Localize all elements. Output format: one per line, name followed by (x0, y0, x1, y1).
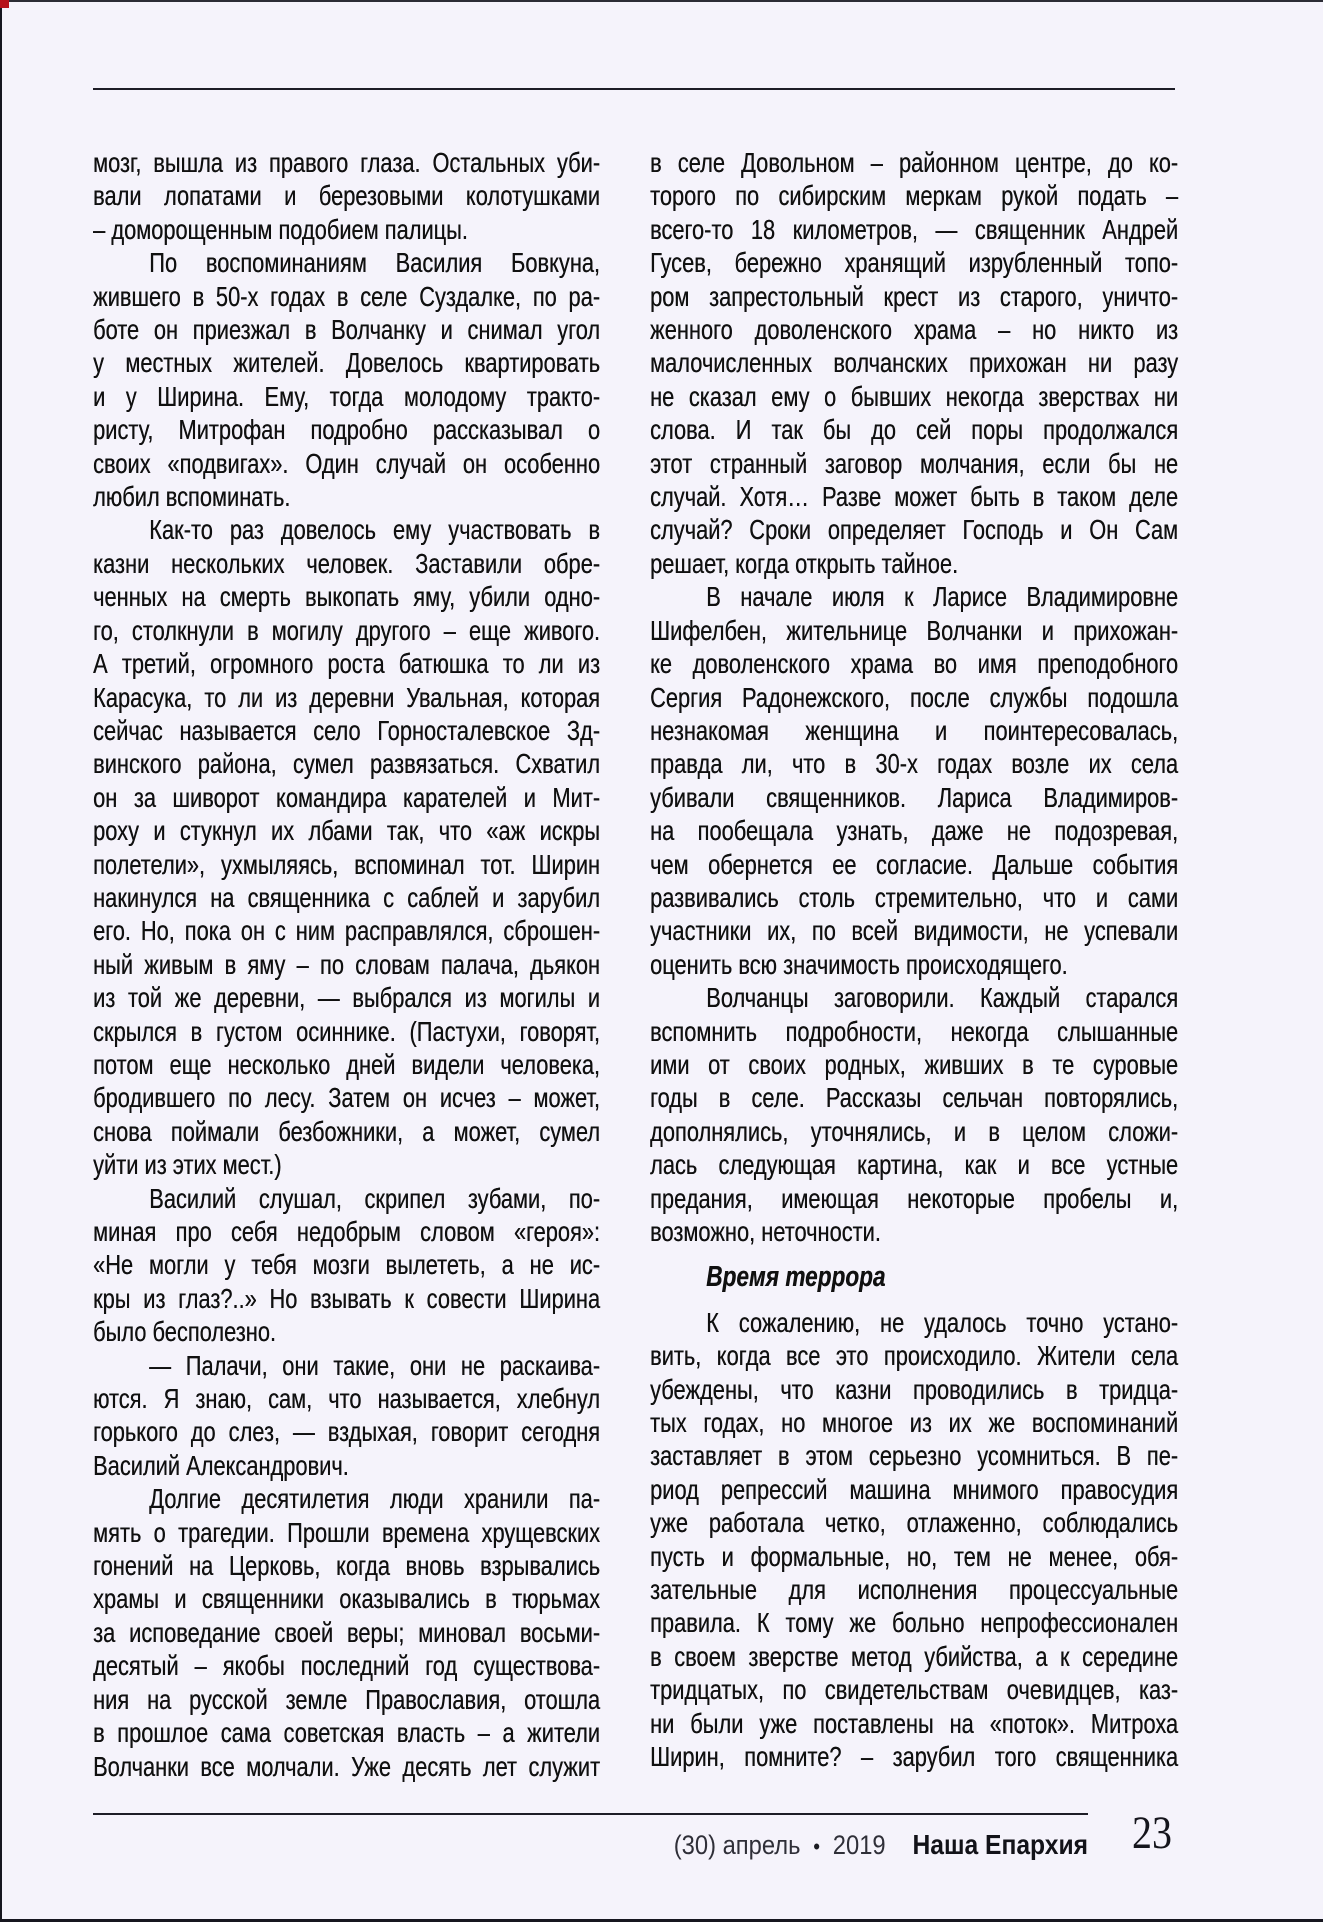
text-line: возможно, неточности. (650, 1216, 881, 1247)
text-line: заставляет в этом серьезно усомниться. В пе- (650, 1440, 1179, 1472)
text-line: участники их, по всей видимости, не успевали (650, 915, 1179, 947)
text-line: годы в селе. Рассказы сельчан повторялись, (650, 1082, 1179, 1114)
text-line: ния на русской земле Православия, отошла (93, 1683, 600, 1715)
text-line: чем обернется ее согласие. Дальше события (650, 848, 1179, 880)
text-line: Долгие десятилетия люди хранили па- (149, 1483, 600, 1515)
red-corner-mark (0, 0, 9, 8)
text-line: и у Ширина. Ему, тогда молодому тракто- (93, 380, 600, 412)
text-line: скрылся в густом осиннике. (Пастухи, говорят, (93, 1015, 600, 1047)
text-line: оценить всю значимость происходящего. (650, 948, 1068, 980)
text-line: – доморощенным подобием палицы. (93, 213, 468, 245)
paragraph (650, 146, 1178, 580)
text-line: вспомнить подробности, некогда слышанные (650, 1015, 1179, 1047)
text-line: убеждены, что казни проводились в тридца- (650, 1373, 1179, 1405)
paragraph (93, 513, 600, 1181)
footer-info (212, 1827, 1088, 1863)
text-line: в прошлое сама советская власть – а жители (93, 1717, 600, 1749)
text-line: казни нескольких человек. Заставили обре- (93, 547, 600, 579)
text-line: уйти из этих мест.) (93, 1149, 282, 1181)
text-line: из той же деревни, — выбрался из могилы и (93, 982, 600, 1014)
text-line: мозг, вышла из правого глаза. Остальных уби- (93, 147, 600, 178)
page-number: 23 (1132, 1807, 1172, 1859)
text-line: Карасука, то ли из деревни Увальная, которая (93, 681, 600, 713)
text-line: уже работала четко, отлаженно, соблюдались (650, 1507, 1179, 1539)
text-line: за исповедание своей веры; миновал восьми- (93, 1616, 600, 1648)
magazine-title: Наша Епархия (912, 1829, 1088, 1860)
text-line: Волчанцы заговорили. Каждый старался (706, 982, 1179, 1014)
text-line: женного доволенского храма – но никто из (650, 314, 1179, 346)
text-line: ими от своих родных, живших в те суровые (650, 1048, 1179, 1080)
page-top-edge (0, 0, 1323, 2)
text-line: снова поймали безбожники, а может, сумел (93, 1115, 600, 1147)
text-line: случай. Хотя… Разве может быть в таком деле (650, 481, 1179, 513)
text-line: Гусев, бережно хранящий изрубленный топо- (650, 247, 1179, 279)
paragraph (650, 1306, 1178, 1774)
text-line: ный живым в яму – по словам палача, дьякон (93, 948, 600, 980)
year-label: 2019 (832, 1830, 886, 1860)
text-line: малочисленных волчанских прихожан ни разу (650, 347, 1179, 379)
paragraph (93, 1182, 600, 1349)
text-line: случай? Сроки определяет Господь и Он Сам (650, 514, 1179, 546)
page-left-edge (0, 0, 2, 1922)
text-line: жившего в 50-х годах в селе Суздалке, по ра- (93, 280, 600, 312)
paragraph (650, 981, 1178, 1248)
text-line: было бесполезно. (93, 1316, 276, 1348)
text-line: риод репрессий машина мнимого правосудия (650, 1473, 1179, 1505)
text-line: ке доволенского храма во имя преподобного (650, 648, 1179, 680)
text-line: ются. Я знаю, сам, что называется, хлебнул (93, 1383, 600, 1415)
paragraph (93, 146, 600, 246)
text-line: миная про себя недобрым словом «героя»: (93, 1216, 600, 1247)
text-line: зательные для исполнения процессуальные (650, 1574, 1179, 1606)
text-line: этот странный заговор молчания, если бы не (650, 447, 1179, 479)
text-line: «Не могли у тебя мозги вылететь, а не ис- (93, 1249, 600, 1281)
text-line: Как-то раз довелось ему участвовать в (149, 514, 600, 546)
text-line: ром запрестольный крест из старого, уничто- (650, 280, 1179, 312)
text-line: в своем зверстве метод убийства, а к середине (650, 1640, 1179, 1672)
text-line: ченных на смерть выкопать яму, убили одно- (93, 581, 600, 613)
text-line: вали лопатами и березовыми колотушками (93, 180, 600, 212)
text-line: дополнялись, уточнялись, и в целом сложи- (650, 1115, 1179, 1147)
text-line: не сказал ему о бывших некогда зверствах ни (650, 380, 1179, 412)
text-line: Василий слушал, скрипел зубами, по- (149, 1182, 600, 1214)
text-line: Шифелбен, жительнице Волчанки и прихожан- (650, 614, 1179, 646)
text-line: бродившего по лесу. Затем он исчез – может, (93, 1082, 600, 1114)
text-line: потом еще несколько дней видели человека, (93, 1048, 600, 1080)
paragraph (93, 246, 600, 513)
text-line: своих «подвигах». Один случай он особенно (93, 447, 600, 479)
bullet-separator: • (813, 1834, 821, 1859)
text-line: Василий Александрович. (93, 1449, 349, 1481)
text-line: слова. И так бы до сей поры продолжался (650, 414, 1179, 446)
text-line: полетели», ухмыляясь, вспоминал тот. Ширин (93, 848, 600, 880)
text-line: храмы и священники оказывались в тюрьмах (93, 1583, 600, 1615)
text-line: роху и стукнул их лбами так, что «аж искры (93, 815, 600, 847)
article-column-right (650, 146, 1178, 1774)
text-line: кры из глаз?..» Но взывать к совести Ширина (93, 1282, 600, 1314)
issue-label: (30) апрель (673, 1830, 801, 1860)
text-line: лась следующая картина, как и все устные (650, 1149, 1179, 1181)
text-line: — Палачи, они такие, они не раскаива- (149, 1349, 600, 1381)
article-column-left (93, 146, 600, 1783)
text-line: боте он приезжал в Волчанку и снимал угол (93, 314, 600, 346)
text-line: правила. К тому же больно непрофессионален (650, 1607, 1179, 1639)
text-line: А третий, огромного роста батюшка то ли из (93, 648, 600, 680)
text-line: Сергия Радонежского, после службы подошла (650, 681, 1179, 713)
text-line: тых годах, но многое из их же воспоминаний (650, 1407, 1179, 1439)
text-line: незнакомая женщина и поинтересовалась, (650, 714, 1179, 746)
text-line: предания, имеющая некоторые пробелы и, (650, 1182, 1179, 1214)
text-line: убивали священников. Лариса Владимиров- (650, 781, 1179, 813)
text-line: сейчас называется село Горносталевское Зд- (93, 714, 600, 746)
text-line: го, столкнули в могилу другого – еще живого. (93, 614, 600, 646)
paragraph (93, 1349, 600, 1483)
text-line: В начале июля к Ларисе Владимировне (706, 581, 1179, 613)
text-line: всего-то 18 километров, — священник Андрей (650, 213, 1179, 245)
text-line: на пообещала узнать, даже не подозревая, (650, 815, 1179, 847)
text-line: гонений на Церковь, когда вновь взрывались (93, 1550, 600, 1582)
text-line: вить, когда все это происходило. Жители села (650, 1340, 1179, 1372)
paragraph (650, 580, 1178, 981)
text-line: тридцатых, по свидетельствам очевидцев, каз- (650, 1674, 1179, 1706)
header-rule (93, 88, 1175, 90)
text-line: торого по сибирским меркам рукой подать – (650, 180, 1179, 212)
text-line: накинулся на священника с саблей и зарубил (93, 881, 600, 913)
section-subheading: Время террора (706, 1261, 886, 1294)
text-line: пусть и формальные, но, тем не менее, обя- (650, 1540, 1179, 1572)
text-line: в селе Довольном – районном центре, до ко- (650, 147, 1179, 178)
text-line: ни были уже поставлены на «поток». Митроха (650, 1707, 1179, 1739)
text-line: его. Но, пока он с ним расправлялся, сброшен- (93, 915, 600, 947)
text-line: он за шиворот командира карателей и Мит- (93, 781, 600, 813)
text-line: мять о трагедии. Прошли времена хрущевских (93, 1516, 600, 1548)
text-line: К сожалению, не удалось точно устано- (706, 1306, 1179, 1338)
text-line: десятый – якобы последний год существова- (93, 1650, 600, 1682)
text-line: ристу, Митрофан подробно рассказывал о (93, 414, 600, 446)
text-line: решает, когда открыть тайное. (650, 547, 959, 579)
paragraph (93, 1482, 600, 1783)
text-line: винского района, сумел развязаться. Схватил (93, 748, 600, 780)
text-line: Ширин, помните? – зарубил того священника (650, 1741, 1179, 1773)
footer-rule (93, 1813, 1088, 1815)
text-line: любил вспоминать. (93, 481, 291, 513)
text-line: По воспоминаниям Василия Бовкуна, (149, 247, 600, 279)
text-line: у местных жителей. Довелось квартировать (93, 347, 600, 379)
text-line: развивались столь стремительно, что и сами (650, 881, 1179, 913)
text-line: Волчанки все молчали. Уже десять лет служит (93, 1750, 600, 1782)
text-line: горького до слез, — вздыхая, говорит сегодня (93, 1416, 600, 1448)
text-line: правда ли, что в 30-х годах возле их села (650, 748, 1179, 780)
